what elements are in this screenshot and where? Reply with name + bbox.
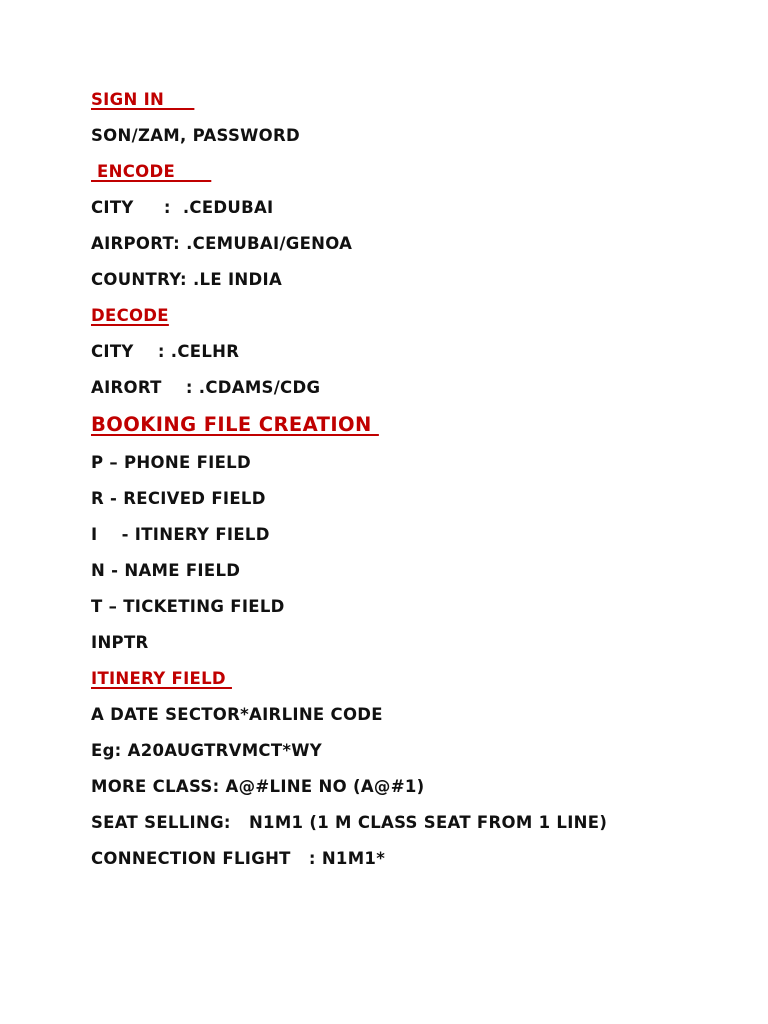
- text-line: AIRORT : .CDAMS/CDG: [91, 378, 321, 397]
- text-line: N - NAME FIELD: [91, 561, 241, 580]
- text-line: SEAT SELLING: N1M1 (1 M CLASS SEAT FROM 1 LINE): [91, 813, 608, 832]
- text-line: CITY : .CEDUBAI: [91, 198, 274, 217]
- text-line: AIRPORT: .CEMUBAI/GENOA: [91, 234, 353, 253]
- text-line: CITY : .CELHR: [91, 342, 240, 361]
- text-line: CONNECTION FLIGHT : N1M1*: [91, 849, 386, 868]
- text-line: SON/ZAM, PASSWORD: [91, 126, 301, 145]
- heading-encode: ENCODE: [91, 162, 212, 181]
- text-line: I - ITINERY FIELD: [91, 525, 270, 544]
- heading-itinery-field: ITINERY FIELD: [91, 669, 232, 688]
- heading-sign-in: SIGN IN: [91, 90, 195, 109]
- text-line: A DATE SECTOR*AIRLINE CODE: [91, 705, 383, 724]
- text-line: T – TICKETING FIELD: [91, 597, 285, 616]
- text-line: P – PHONE FIELD: [91, 453, 251, 472]
- text-line: Eg: A20AUGTRVMCT*WY: [91, 741, 323, 760]
- heading-decode: DECODE: [91, 306, 169, 325]
- text-line: COUNTRY: .LE INDIA: [91, 270, 283, 289]
- text-line: MORE CLASS: A@#LINE NO (A@#1): [91, 777, 425, 796]
- heading-booking-file-creation: BOOKING FILE CREATION: [91, 413, 379, 436]
- text-line: INPTR: [91, 633, 149, 652]
- text-line: R - RECIVED FIELD: [91, 489, 266, 508]
